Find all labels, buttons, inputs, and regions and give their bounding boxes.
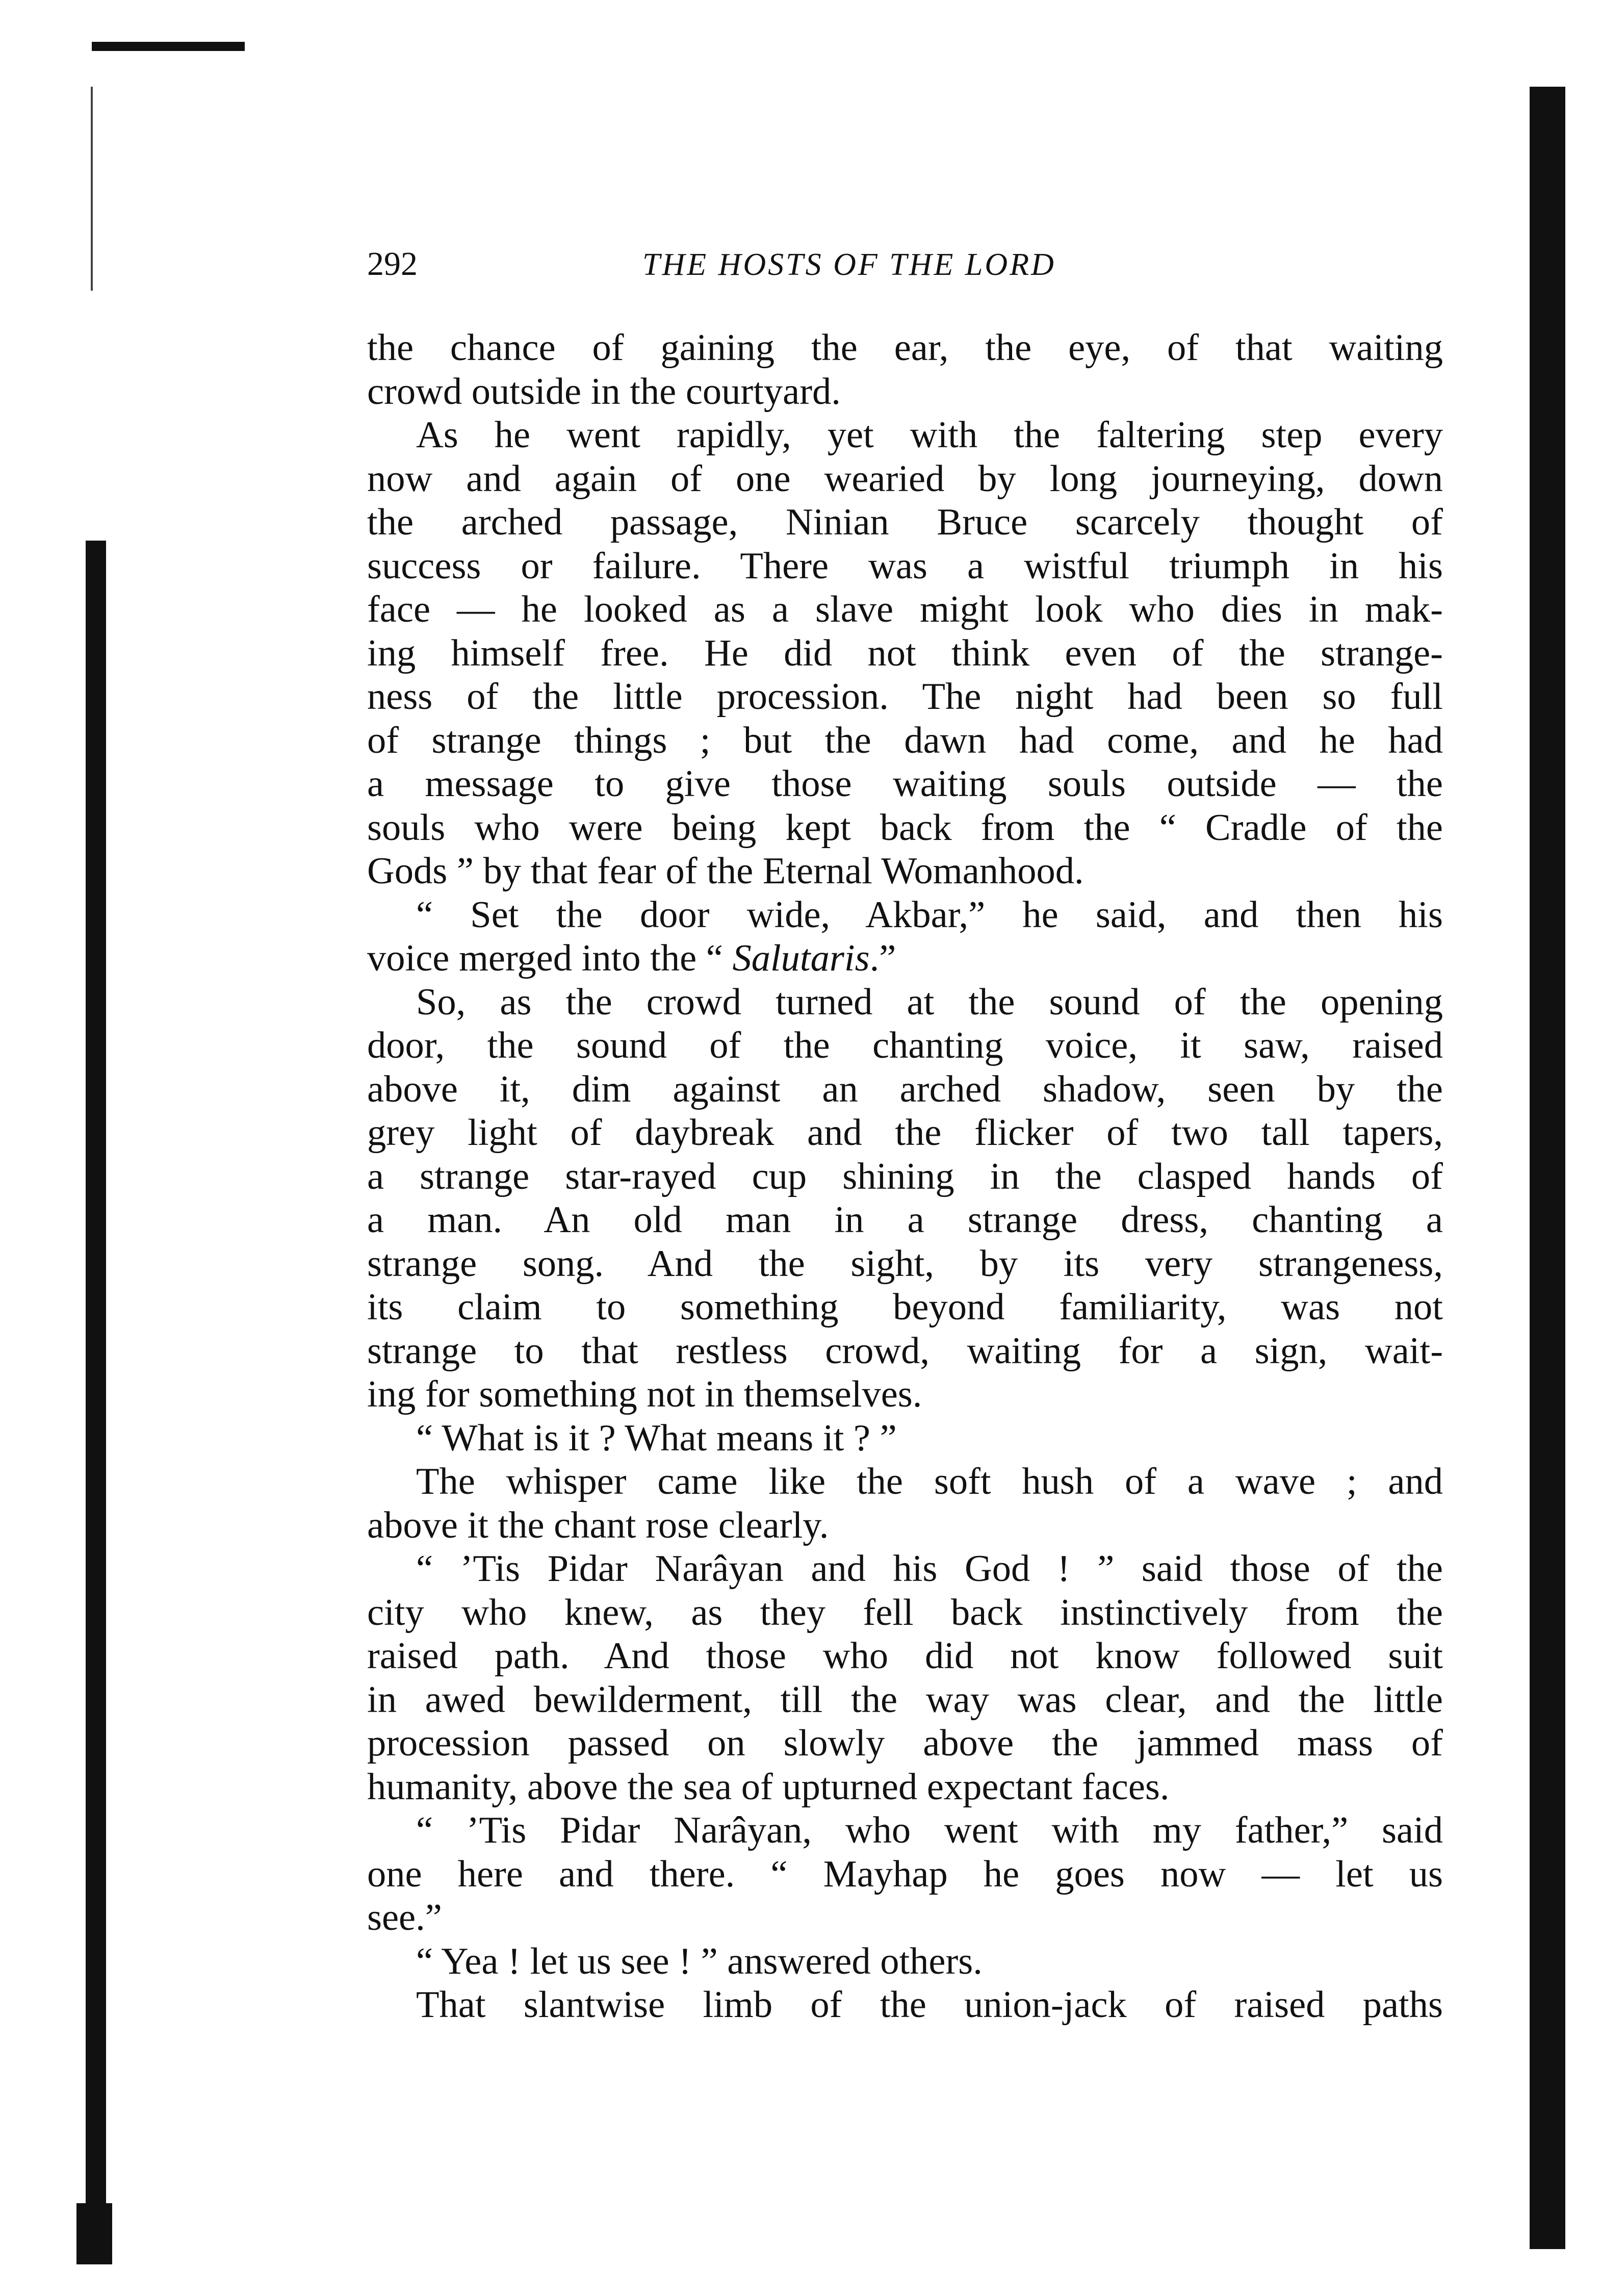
text-line: the chance of gaining the ear, the eye, of that waiting bbox=[367, 327, 1443, 369]
text-line: face — he looked as a slave might look who dies in mak- bbox=[367, 589, 1443, 630]
text-line: souls who were being kept back from the “ Cradle of the bbox=[367, 806, 1443, 849]
text-line: ing himself free. He did not think even of the strange- bbox=[367, 632, 1443, 674]
text-line: strange song. And the sight, by its very strangeness, bbox=[367, 1242, 1443, 1285]
text-line: in awed bewilderment, till the way was clear, and the little bbox=[367, 1678, 1443, 1721]
text-line: crowd outside in the courtyard. bbox=[367, 370, 841, 413]
text-line: see.” bbox=[367, 1897, 442, 1938]
text-line: “ What is it ? What means it ? ” bbox=[416, 1417, 897, 1459]
text-line: ness of the little procession. The night had been so full bbox=[367, 676, 1443, 718]
text-line: “ Yea ! let us see ! ” answered others. bbox=[416, 1940, 983, 1982]
text-line bbox=[367, 937, 1443, 981]
text-line: humanity, above the sea of upturned expectant faces. bbox=[367, 1766, 1170, 1808]
scan-edge-left bbox=[86, 541, 106, 2254]
text-line: procession passed on slowly above the jammed mass of bbox=[367, 1722, 1443, 1764]
text-line: “ ’Tis Pidar Narâyan and his God ! ” said those of the bbox=[416, 1548, 1443, 1590]
text-line: “ Set the door wide, Akbar,” he said, and then his bbox=[416, 894, 1443, 936]
text-line: strange to that restless crowd, waiting for a sign, wait- bbox=[367, 1330, 1443, 1372]
text-line: now and again of one wearied by long journeying, down bbox=[367, 457, 1443, 500]
text-line: a strange star-rayed cup shining in the clasped hands of bbox=[367, 1155, 1443, 1197]
italic-word: Salutaris bbox=[732, 937, 870, 979]
page-number: 292 bbox=[367, 245, 418, 283]
text-line: The whisper came like the soft hush of a wave ; and bbox=[416, 1461, 1443, 1502]
text-line: “ ’Tis Pidar Narâyan, who went with my father,” said bbox=[416, 1809, 1443, 1851]
scan-edge-left-bottom bbox=[76, 2203, 112, 2264]
text-line: ing for something not in themselves. bbox=[367, 1373, 922, 1415]
text-line: door, the sound of the chanting voice, it saw, raised bbox=[367, 1025, 1443, 1066]
text-line: above it, dim against an arched shadow, seen by the bbox=[367, 1068, 1443, 1110]
text-line: That slantwise limb of the union-jack of raised paths bbox=[416, 1984, 1443, 2026]
running-head: THE HOSTS OF THE LORD bbox=[642, 247, 1056, 282]
text-line: grey light of daybreak and the flicker of two tall tapers, bbox=[367, 1112, 1443, 1154]
text-line: success or failure. There was a wistful triumph in his bbox=[367, 545, 1443, 587]
text-line: city who knew, as they fell back instinctively from the bbox=[367, 1591, 1443, 1634]
scan-edge-top bbox=[92, 42, 245, 51]
text-line: a message to give those waiting souls outside — the bbox=[367, 763, 1443, 805]
text-line: So, as the crowd turned at the sound of the opening bbox=[416, 981, 1443, 1023]
text-line: above it the chant rose clearly. bbox=[367, 1504, 829, 1546]
text-line: its claim to something beyond familiarity, was not bbox=[367, 1286, 1443, 1328]
scan-edge-right bbox=[1530, 87, 1565, 2249]
text-line: of strange things ; but the dawn had come, and he had bbox=[367, 719, 1443, 761]
page-header bbox=[367, 245, 1183, 291]
scan-edge-left-thin bbox=[91, 87, 93, 291]
text-line: raised path. And those who did not know followed suit bbox=[367, 1635, 1443, 1677]
text-line: the arched passage, Ninian Bruce scarcely thought of bbox=[367, 501, 1443, 543]
text-line-part: voice merged into the “ bbox=[367, 937, 733, 979]
text-line: one here and there. “ Mayhap he goes now — let us bbox=[367, 1853, 1443, 1895]
text-line: As he went rapidly, yet with the faltering step every bbox=[416, 414, 1443, 456]
text-line-part: .” bbox=[869, 937, 896, 979]
text-line: a man. An old man in a strange dress, chanting a bbox=[367, 1199, 1443, 1241]
body-text bbox=[367, 326, 1443, 2027]
text-line: Gods ” by that fear of the Eternal Womanhood. bbox=[367, 850, 1084, 892]
